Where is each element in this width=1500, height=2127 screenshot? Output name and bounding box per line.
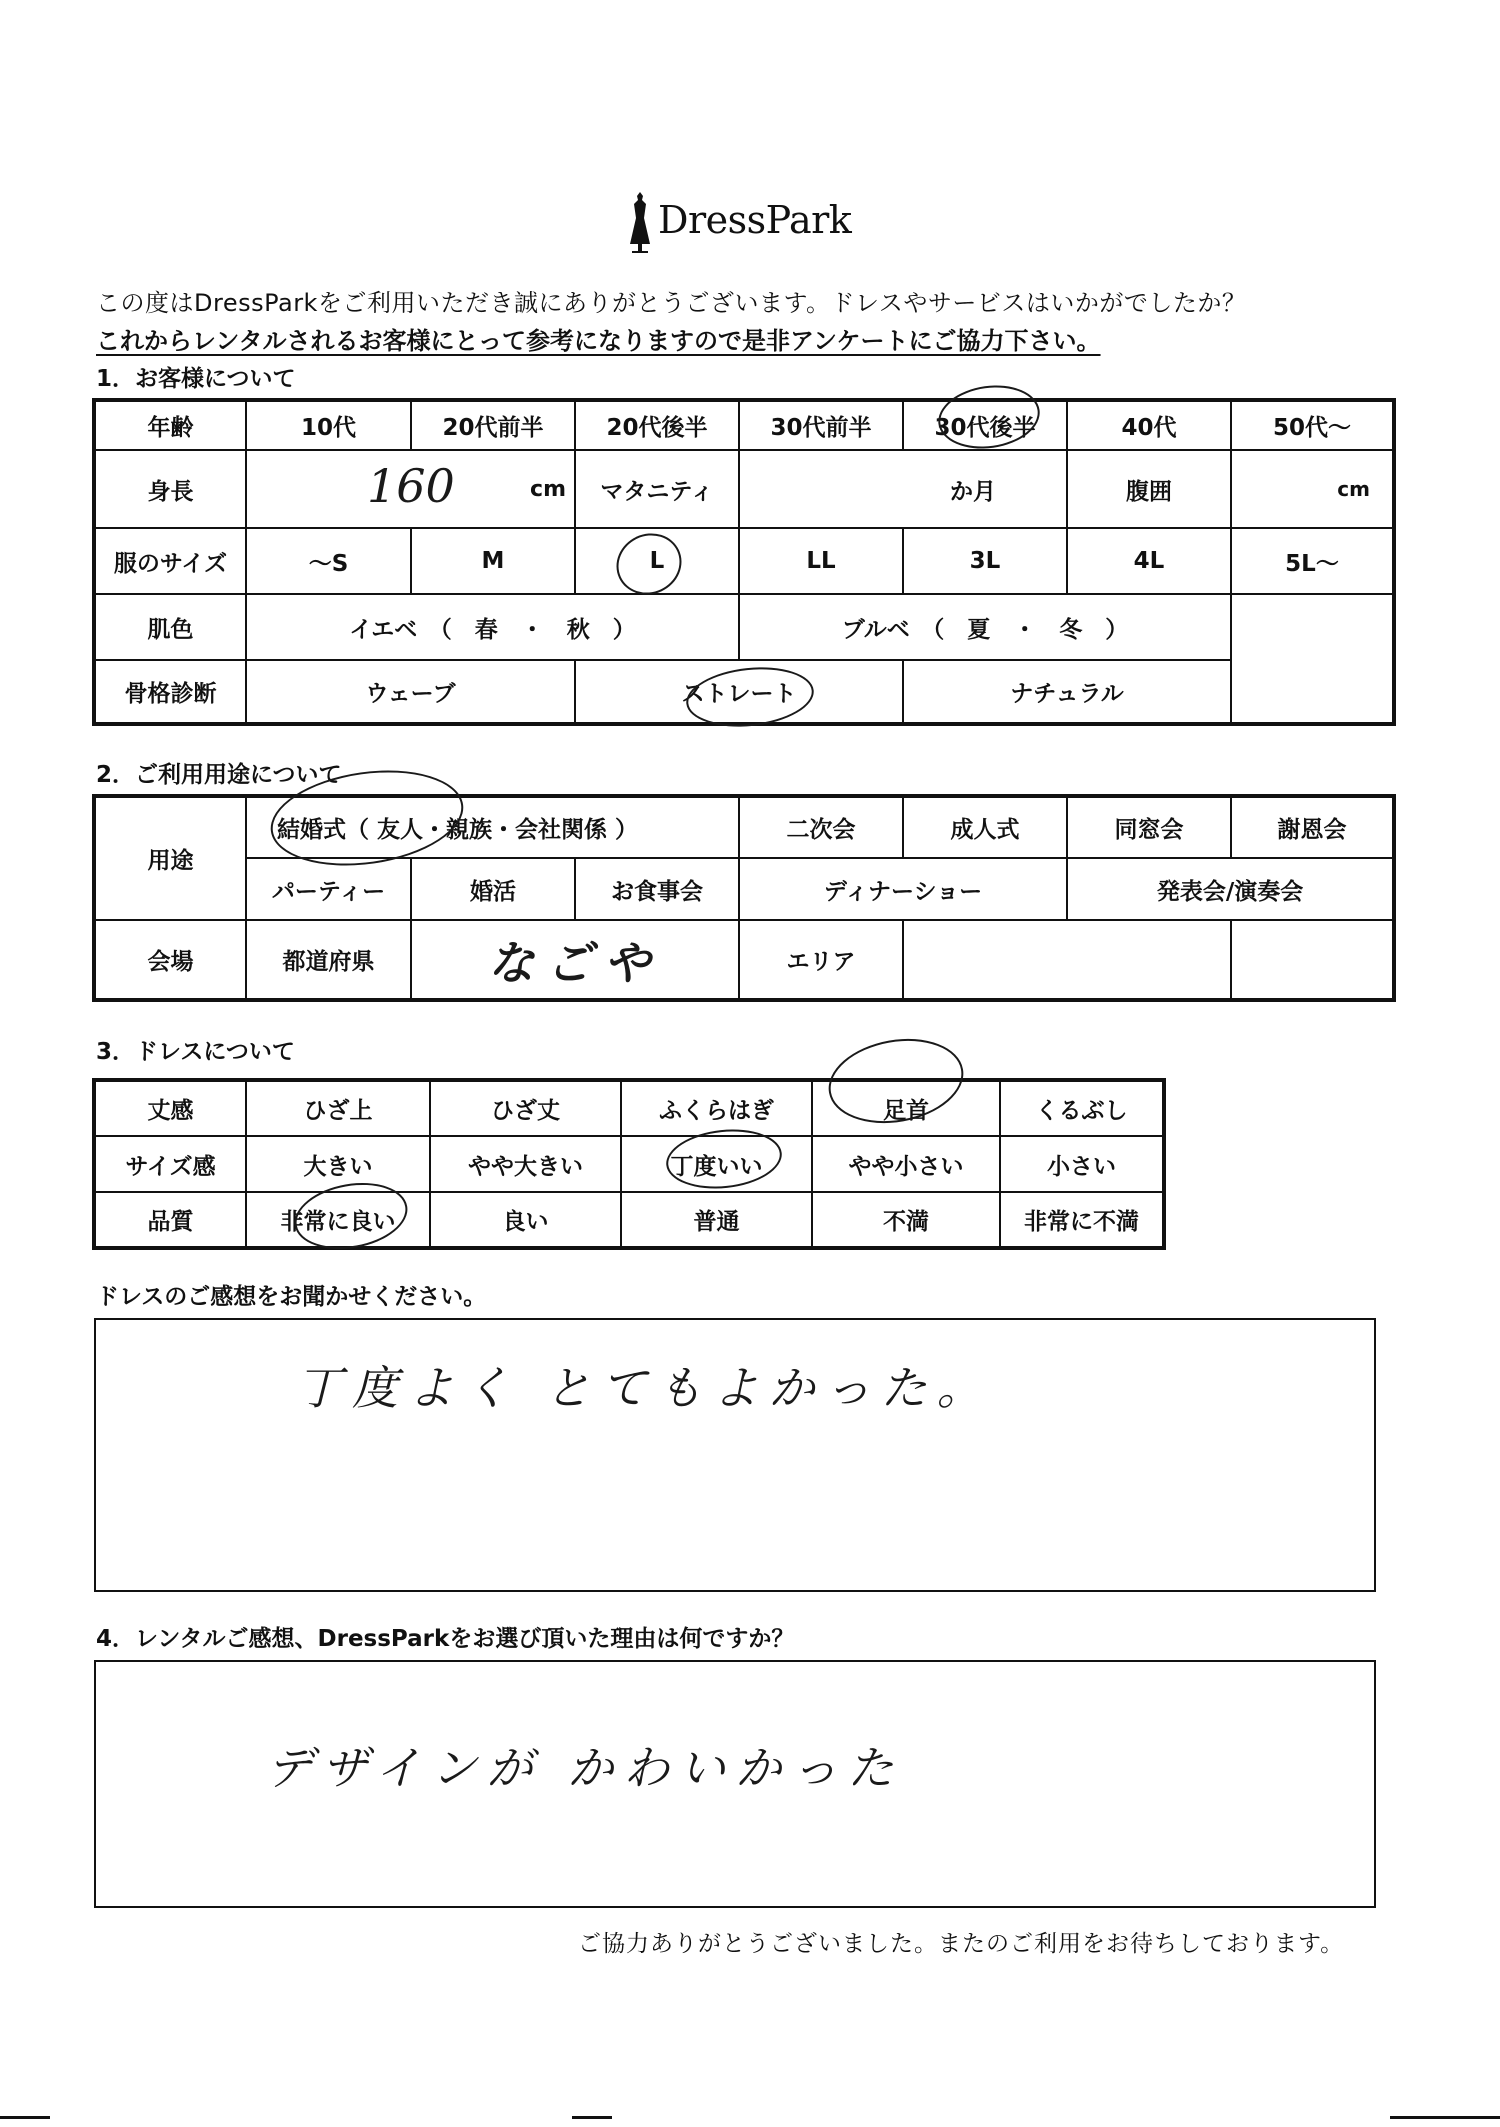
purpose-option[interactable]: お食事会 [575,858,739,920]
height-row [94,450,1394,528]
size-row [94,528,1394,594]
skin-label: 肌色 [94,594,246,660]
age-option[interactable]: 50代～ [1231,400,1394,450]
months-field[interactable] [739,450,1067,528]
dress-option[interactable]: やや大きい [430,1136,621,1192]
section2-title: 2．ご利用用途について [96,762,342,788]
frame-option[interactable]: ウェーブ [246,660,575,724]
dress-table [92,1078,1166,1250]
purpose-option[interactable]: 謝恩会 [1231,796,1394,858]
section1-title: 1．お客様について [96,366,296,392]
dress-comment-box[interactable] [94,1318,1376,1592]
size-option[interactable]: M [411,528,575,594]
empty-cell [1231,594,1394,660]
dress-comment-text: 丁度よく とてもよかった。 [296,1361,993,1415]
dress-option[interactable]: ふくらはぎ [621,1080,812,1136]
skin-yellow-option[interactable]: イエベ （ 春 ・ 秋 ） [246,594,739,660]
venue-row [94,920,1394,1000]
brand-name: DressPark [658,198,852,242]
customer-table [92,398,1396,726]
purpose-table [92,794,1396,1002]
comment-prompt: ドレスのご感想をお聞かせください。 [96,1284,487,1310]
dress-row-label: サイズ感 [94,1136,246,1192]
maternity-label: マタニティ [575,450,739,528]
size-option-selected[interactable]: L [575,528,739,594]
belly-label: 腹囲 [1067,450,1231,528]
wedding-option[interactable]: 結婚式（ 友人・親族・会社関係 ） [246,796,739,858]
dress-option-selected[interactable]: 非常に良い [246,1192,430,1248]
dress-row-label: 丈感 [94,1080,246,1136]
reason-comment-box[interactable] [94,1660,1376,1908]
purpose-row-2 [94,858,1394,920]
age-row [94,400,1394,450]
frame-option[interactable]: ナチュラル [903,660,1231,724]
prefecture-value[interactable]: なごや [411,920,739,1000]
dress-option[interactable]: 小さい [1000,1136,1164,1192]
age-option[interactable]: 40代 [1067,400,1231,450]
height-label: 身長 [94,450,246,528]
belly-field[interactable] [1231,450,1394,528]
purpose-option[interactable]: 二次会 [739,796,903,858]
dress-option[interactable]: 非常に不満 [1000,1192,1164,1248]
age-option[interactable]: 30代前半 [739,400,903,450]
dress-row [94,1192,1164,1248]
dress-row [94,1080,1164,1136]
dress-logo-icon [620,188,660,258]
age-option[interactable]: 10代 [246,400,411,450]
scan-mark [572,2116,612,2119]
size-option[interactable]: ～S [246,528,411,594]
purpose-option[interactable]: 成人式 [903,796,1067,858]
dress-option[interactable]: ひざ丈 [430,1080,621,1136]
section4-title: 4．レンタルご感想、DressParkをお選び頂いた理由は何ですか？ [96,1626,795,1652]
dress-option[interactable]: やや小さい [812,1136,1000,1192]
closing-message: ご協力ありがとうございました。またのご利用をお待ちしております。 [578,1931,1345,1957]
months-label: か月 [950,478,996,505]
size-option[interactable]: LL [739,528,903,594]
frame-label: 骨格診断 [94,660,246,724]
dress-option-selected[interactable]: 足首 [812,1080,1000,1136]
reason-comment-text: デザインが かわいかった [266,1741,904,1795]
intro-request: これからレンタルされるお客様にとって参考になりますので是非アンケートにご協力下さい。 [96,327,1101,355]
dress-option[interactable]: くるぶし [1000,1080,1164,1136]
age-label: 年齢 [94,400,246,450]
age-option[interactable]: 20代前半 [411,400,575,450]
age-option[interactable]: 20代後半 [575,400,739,450]
dress-option[interactable]: 不満 [812,1192,1000,1248]
height-unit: cm [530,477,566,502]
purpose-option[interactable]: 発表会/演奏会 [1067,858,1394,920]
skin-row [94,594,1394,660]
purpose-option[interactable]: ディナーショー [739,858,1067,920]
dress-row [94,1136,1164,1192]
section3-title: 3．ドレスについて [96,1039,295,1065]
empty-cell [1231,920,1394,1000]
dress-option[interactable]: 普通 [621,1192,812,1248]
height-field[interactable] [246,450,575,528]
dress-row-label: 品質 [94,1192,246,1248]
frame-row [94,660,1394,724]
purpose-option[interactable]: 同窓会 [1067,796,1231,858]
size-option[interactable]: 5L～ [1231,528,1394,594]
dress-option[interactable]: 良い [430,1192,621,1248]
scan-mark [0,2116,50,2119]
purpose-option[interactable]: パーティー [246,858,411,920]
size-option[interactable]: 3L [903,528,1067,594]
area-field[interactable] [903,920,1231,1000]
dress-option[interactable]: 大きい [246,1136,430,1192]
purpose-label: 用途 [94,796,246,920]
purpose-row-1 [94,796,1394,858]
prefecture-label: 都道府県 [246,920,411,1000]
venue-label: 会場 [94,920,246,1000]
purpose-option[interactable]: 婚活 [411,858,575,920]
belly-unit: cm [1337,477,1370,501]
empty-cell [1231,660,1394,724]
dress-option[interactable]: ひざ上 [246,1080,430,1136]
skin-blue-option[interactable]: ブルベ （ 夏 ・ 冬 ） [739,594,1231,660]
dress-option-selected[interactable]: 丁度いい [621,1136,812,1192]
scan-mark [1390,2116,1500,2119]
size-label: 服のサイズ [94,528,246,594]
height-value: 160 [367,459,455,513]
area-label: エリア [739,920,903,1000]
frame-option-selected[interactable]: ストレート [575,660,903,724]
age-option-selected[interactable]: 30代後半 [903,400,1067,450]
size-option[interactable]: 4L [1067,528,1231,594]
intro-text: この度はDressParkをご利用いただき誠にありがとうございます。ドレスやサービスはいかがでしたか？ [96,289,1247,317]
